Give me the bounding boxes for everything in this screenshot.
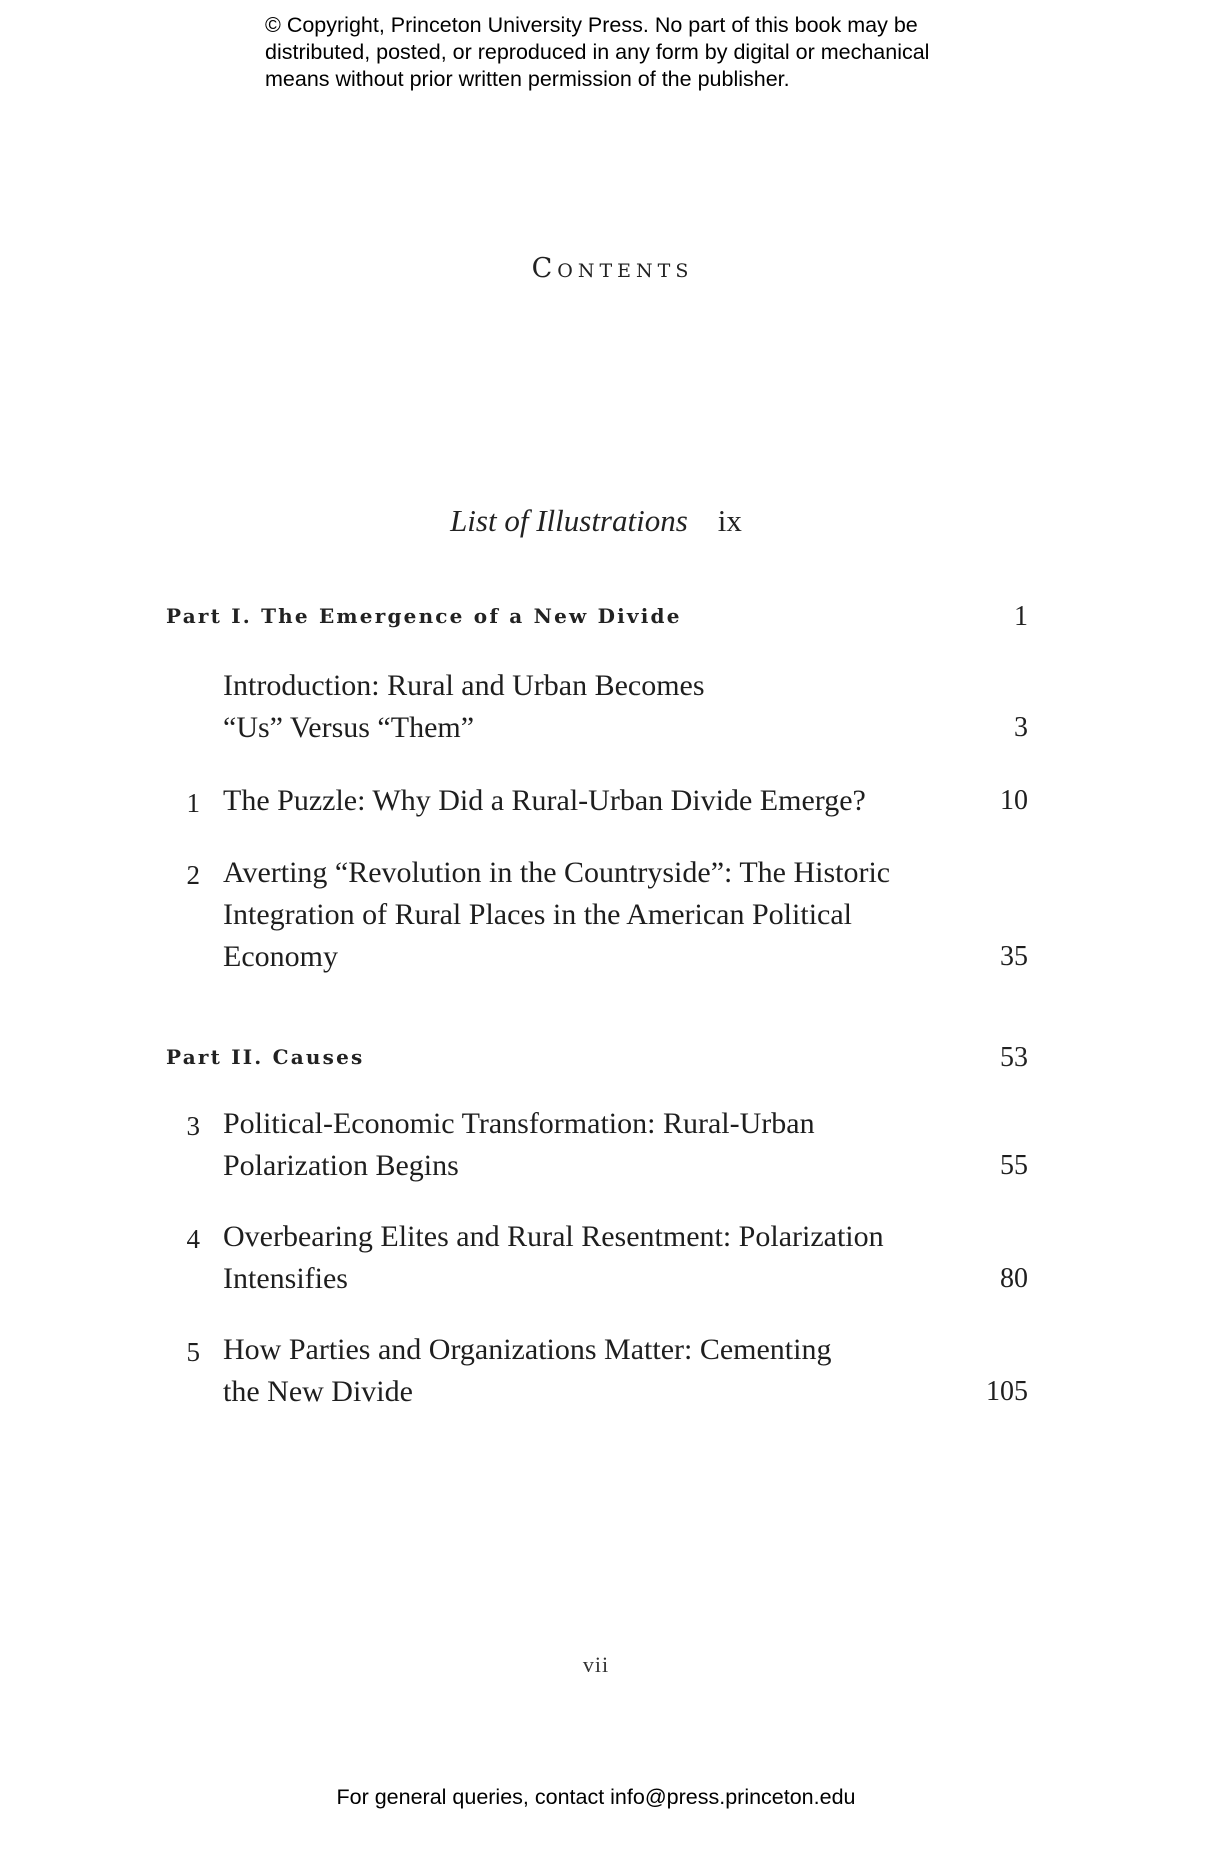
chapter-number: 2 (186, 860, 200, 890)
chapter-title (223, 1103, 923, 1187)
part-heading-1 (166, 601, 1028, 632)
part-page: 1 (1014, 601, 1028, 632)
chapter-page: 80 (1000, 1263, 1028, 1294)
footer-contact: For general queries, contact info@press.princeton.edu (336, 1785, 856, 1809)
copyright-notice (265, 12, 1025, 93)
chapter-page: 10 (1000, 785, 1028, 816)
chapter-title-line: Political-Economic Transformation: Rural-Urban (223, 1107, 815, 1140)
chapter-title (223, 1216, 923, 1300)
chapter-title-line: Economy (223, 940, 338, 973)
chapter-title (223, 1329, 923, 1413)
chapter-title (223, 780, 923, 822)
chapter-title-line: The Puzzle: Why Did a Rural-Urban Divide Emerge? (223, 784, 866, 817)
toc-entry-chapter-2 (166, 852, 1028, 978)
chapter-page: 35 (1000, 941, 1028, 972)
chapter-title (223, 665, 923, 749)
toc-entry-chapter-4 (166, 1216, 1028, 1300)
chapter-number: 1 (186, 788, 200, 818)
chapter-title-line: Overbearing Elites and Rural Resentment: Polarization (223, 1220, 884, 1253)
copyright-line: © Copyright, Princeton University Press. No part of this book may be (265, 13, 918, 37)
part-page: 53 (1000, 1042, 1028, 1073)
chapter-title-line: the New Divide (223, 1375, 413, 1408)
chapter-title-line: Introduction: Rural and Urban Becomes (223, 669, 705, 702)
chapter-number: 5 (186, 1337, 200, 1367)
chapter-title-line: How Parties and Organizations Matter: Cementing (223, 1333, 832, 1366)
toc-entry-chapter-1 (166, 780, 1028, 822)
toc-entry-chapter-5 (166, 1329, 1028, 1413)
part-heading-2 (166, 1042, 1028, 1073)
list-of-illustrations-entry (0, 503, 1192, 539)
chapter-number: 3 (186, 1111, 200, 1141)
list-of-illustrations-label: List of Illustrations (450, 503, 688, 538)
chapter-title (223, 852, 923, 978)
page-folio: vii (582, 1652, 610, 1677)
part-title: Part I. The Emergence of a New Divide (166, 604, 682, 628)
chapter-title-line: Polarization Begins (223, 1149, 459, 1182)
part-title: Part II. Causes (166, 1045, 365, 1069)
chapter-number: 4 (186, 1224, 200, 1254)
toc-entry-chapter-3 (166, 1103, 1028, 1187)
chapter-page: 55 (1000, 1150, 1028, 1181)
list-of-illustrations-page: ix (717, 503, 742, 538)
chapter-page: 3 (1014, 712, 1028, 743)
copyright-line: distributed, posted, or reproduced in any form by digital or mechanical (265, 40, 930, 64)
chapter-title-line: Integration of Rural Places in the American Political (223, 898, 852, 931)
copyright-line: means without prior written permission of the publisher. (265, 67, 790, 91)
chapter-title-line: “Us” Versus “Them” (223, 711, 475, 744)
toc-entry-introduction (166, 665, 1028, 749)
chapter-title-line: Intensifies (223, 1262, 348, 1295)
chapter-title-line: Averting “Revolution in the Countryside”: The Historic (223, 856, 891, 889)
contents-heading: Contents (531, 253, 694, 284)
chapter-page: 105 (986, 1376, 1028, 1407)
